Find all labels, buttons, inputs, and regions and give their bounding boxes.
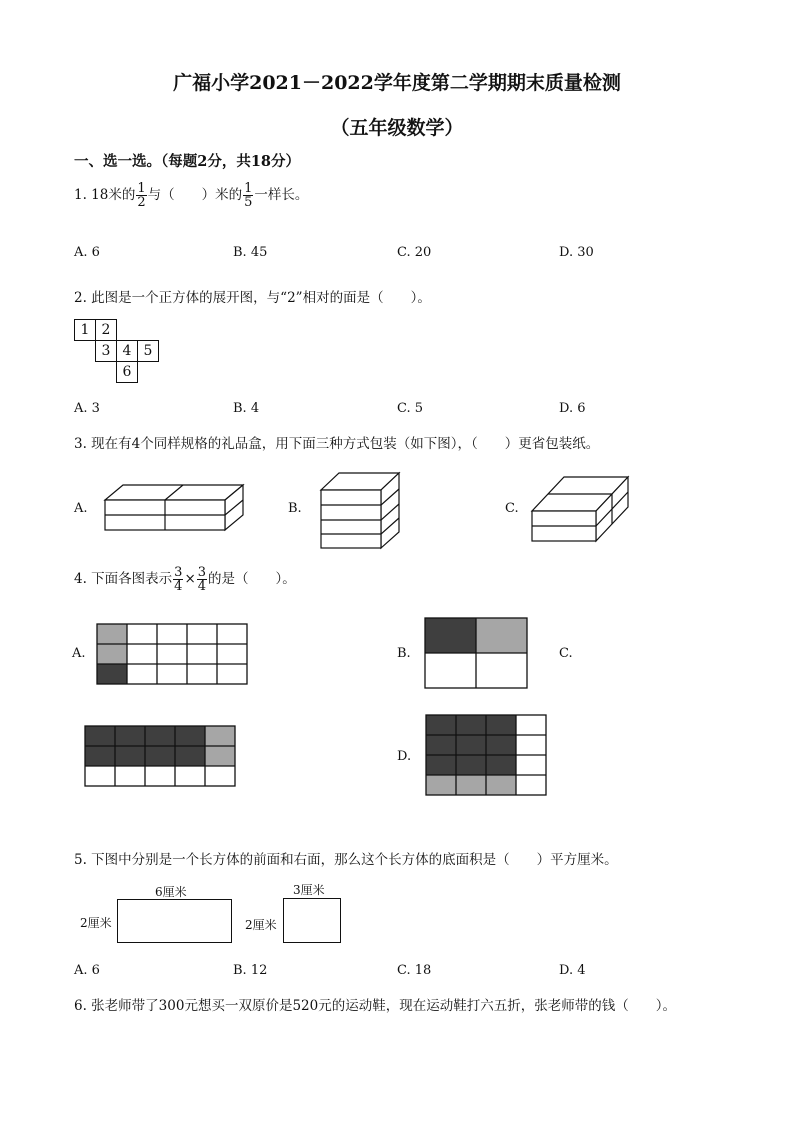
q2-option-b[interactable]: B. 4 bbox=[233, 401, 260, 416]
q1-suffix: 一样长。 bbox=[254, 187, 309, 203]
q3-label-a[interactable]: A. bbox=[74, 501, 88, 516]
q1-frac2-num: 1 bbox=[244, 181, 253, 196]
question-4 bbox=[74, 566, 296, 593]
front-face-rect bbox=[117, 899, 232, 943]
q3-label-c[interactable]: C. bbox=[505, 501, 519, 516]
q2-option-a[interactable]: A. 3 bbox=[74, 401, 100, 416]
question-2: 2. 此图是一个正方体的展开图，与“2”相对的面是（ ）。 bbox=[74, 290, 431, 306]
q1-prefix: 1. 18米的 bbox=[74, 187, 136, 203]
q5-option-a[interactable]: A. 6 bbox=[74, 963, 100, 978]
front-width-label: 6厘米 bbox=[155, 885, 187, 899]
section-heading: 一、选一选。（每题2分，共18分） bbox=[74, 153, 301, 170]
q1-option-b[interactable]: B. 45 bbox=[233, 245, 268, 260]
q1-fraction-1 bbox=[136, 182, 146, 209]
front-height-label: 2厘米 bbox=[80, 916, 112, 930]
q5-option-c[interactable]: C. 18 bbox=[397, 963, 432, 978]
side-height-label: 2厘米 bbox=[245, 918, 277, 932]
q1-middle: 与（ ）米的 bbox=[147, 187, 243, 203]
net-cell-6: 6 bbox=[116, 361, 138, 383]
q4-prefix: 4. 下面各图表示 bbox=[74, 571, 173, 587]
question-3: 3. 现在有4个同样规格的礼品盒，用下面三种方式包装（如下图），（ ）更省包装纸。 bbox=[74, 436, 600, 452]
q5-option-b[interactable]: B. 12 bbox=[233, 963, 268, 978]
q4-label-a[interactable]: A. bbox=[72, 646, 86, 661]
q4-grid-b bbox=[424, 617, 528, 689]
q1-option-c[interactable]: C. 20 bbox=[397, 245, 432, 260]
q4-label-c[interactable]: C. bbox=[559, 646, 573, 661]
side-face-rect bbox=[283, 898, 341, 943]
q4-label-d[interactable]: D. bbox=[397, 749, 412, 764]
q1-option-a[interactable]: A. 6 bbox=[74, 245, 100, 260]
q4-fraction-2 bbox=[197, 566, 207, 593]
cube-net bbox=[74, 319, 174, 389]
q5-option-d[interactable]: D. 4 bbox=[559, 963, 586, 978]
q4-grid-c bbox=[84, 725, 236, 787]
side-width-label: 3厘米 bbox=[293, 883, 325, 897]
question-1 bbox=[74, 182, 308, 209]
q4-grid-a bbox=[96, 623, 248, 685]
net-cell-1: 1 bbox=[74, 319, 96, 341]
q4-fraction-1 bbox=[173, 566, 183, 593]
q3-figure-b bbox=[318, 470, 408, 552]
q2-option-c[interactable]: C. 5 bbox=[397, 401, 424, 416]
net-cell-4: 4 bbox=[116, 340, 138, 362]
q4-frac2-den: 4 bbox=[197, 579, 207, 594]
q2-option-d[interactable]: D. 6 bbox=[559, 401, 586, 416]
q3-label-b[interactable]: B. bbox=[288, 501, 302, 516]
q4-suffix: 的是（ ）。 bbox=[208, 571, 296, 587]
exam-subtitle: （五年级数学） bbox=[330, 117, 464, 139]
q1-option-d[interactable]: D. 30 bbox=[559, 245, 594, 260]
q1-frac1-num: 1 bbox=[137, 181, 146, 196]
question-5: 5. 下图中分别是一个长方体的前面和右面，那么这个长方体的底面积是（ ）平方厘米。 bbox=[74, 852, 618, 868]
q1-frac2-den: 5 bbox=[244, 195, 253, 210]
q4-times: × bbox=[184, 571, 196, 587]
net-cell-5: 5 bbox=[137, 340, 159, 362]
q3-figure-a bbox=[100, 480, 250, 535]
net-cell-3: 3 bbox=[95, 340, 117, 362]
q4-frac1-den: 4 bbox=[174, 579, 183, 594]
q1-fraction-2 bbox=[243, 182, 253, 209]
net-cell-2: 2 bbox=[95, 319, 117, 341]
q4-frac1-num: 3 bbox=[174, 565, 183, 580]
q3-figure-c bbox=[528, 473, 636, 545]
q4-label-b[interactable]: B. bbox=[397, 646, 411, 661]
q4-frac2-num: 3 bbox=[197, 565, 207, 580]
exam-title: 广福小学2021－2022学年度第二学期期末质量检测 bbox=[173, 72, 621, 94]
q4-grid-d bbox=[425, 714, 547, 796]
question-6: 6. 张老师带了300元想买一双原价是520元的运动鞋，现在运动鞋打六五折，张老师带的钱（ ）。 bbox=[74, 998, 676, 1014]
q1-frac1-den: 2 bbox=[137, 195, 146, 210]
